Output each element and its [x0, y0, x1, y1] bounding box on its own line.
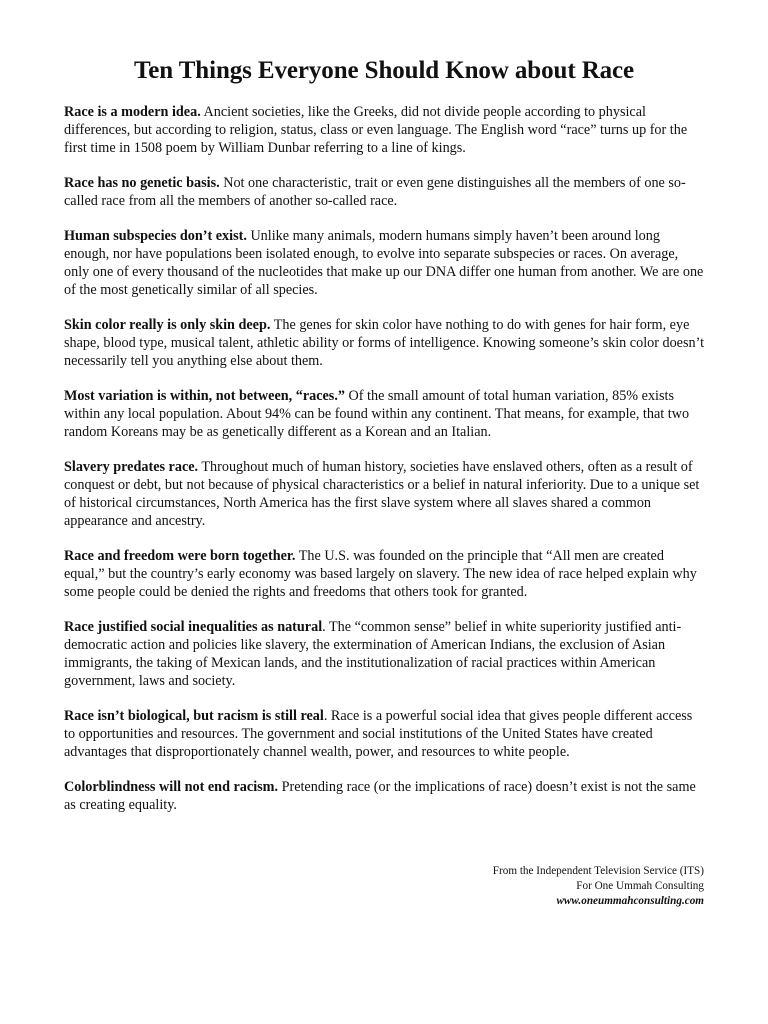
- list-item: [64, 458, 704, 530]
- list-item: [64, 547, 704, 601]
- list-item: [64, 618, 704, 690]
- list-item: [64, 174, 704, 210]
- item-text: The genes for skin color have nothing to do with genes for hair form, eye shape, blood type, musical talent, athletic ability or forms of intelligence. Knowing someone’s skin color doesn’t necessarily tell you anything else about them.: [64, 317, 705, 369]
- item-heading: Race isn’t biological, but racism is still real: [64, 708, 324, 724]
- list-item: [64, 227, 704, 299]
- item-text: Unlike many animals, modern humans simply haven’t been around long enough, nor have populations been isolated enough, to evolve into separate subspecies or races. On average, only one of every thousand of the nucleotides that make up our DNA differ one human from another. We are one of the most genetically similar of all species.: [64, 228, 704, 298]
- list-item: [64, 707, 704, 761]
- item-text: The U.S. was founded on the principle that “All men are created equal,” but the country’s early economy was based largely on slavery. The new idea of race helped explain why some people could be denied the rights and freedoms that others took for granted.: [64, 548, 697, 600]
- page-title: Ten Things Everyone Should Know about Race: [133, 57, 635, 84]
- item-heading: Slavery predates race.: [64, 459, 199, 475]
- item-text: Not one characteristic, trait or even gene distinguishes all the members of one so-called race from all the members of another so-called race.: [64, 175, 686, 209]
- item-heading: Most variation is within, not between, “races.”: [64, 388, 345, 404]
- source-url: www.oneummahconsulting.com: [556, 895, 704, 907]
- item-heading: Race is a modern idea.: [64, 104, 201, 120]
- item-heading: Race has no genetic basis.: [64, 175, 220, 191]
- list-item: [64, 778, 704, 814]
- list-item: [64, 316, 704, 370]
- item-text: . The “common sense” belief in white superiority justified anti-democratic action and policies like slavery, the extermination of American Indians, the exclusion of Asian immigrants, the taking of Mexican lands, and the institutionalization of racial practices within American government, laws and society.: [64, 619, 682, 689]
- item-text: Pretending race (or the implications of race) doesn’t exist is not the same as creating equality.: [64, 779, 696, 813]
- list-item: [64, 387, 704, 441]
- source-attribution: [493, 864, 704, 909]
- item-text: Of the small amount of total human variation, 85% exists within any local population. About 94% can be found within any continent. That means, for example, that two random Koreans may be as genetically different as a Korean and an Italian.: [64, 388, 690, 440]
- item-heading: Human subspecies don’t exist.: [64, 228, 247, 244]
- item-heading: Colorblindness will not end racism.: [64, 779, 279, 795]
- item-heading: Skin color really is only skin deep.: [64, 317, 271, 333]
- item-heading: Race justified social inequalities as natural: [64, 619, 323, 635]
- item-text: . Race is a powerful social idea that gives people different access to opportunities and resources. The government and social institutions of the United States have created advantages that disproportionately channel wealth, power, and resources to white people.: [64, 708, 693, 760]
- item-text: Throughout much of human history, societies have enslaved others, often as a result of conquest or debt, but not because of physical characteristics or a belief in natural inferiority. Due to a unique set of historical circumstances, North America has the first slave system where all slaves shared a common appearance and ancestry.: [64, 459, 700, 529]
- source-line: From the Independent Television Service (ITS): [492, 865, 704, 877]
- list-item: [64, 103, 704, 157]
- item-text: Ancient societies, like the Greeks, did not divide people according to physical differences, but according to religion, status, class or even language. The English word “race” turns up for the first time in 1508 poem by William Dunbar referring to a line of kings.: [64, 104, 688, 156]
- item-heading: Race and freedom were born together.: [64, 548, 296, 564]
- source-line: For One Ummah Consulting: [576, 880, 704, 892]
